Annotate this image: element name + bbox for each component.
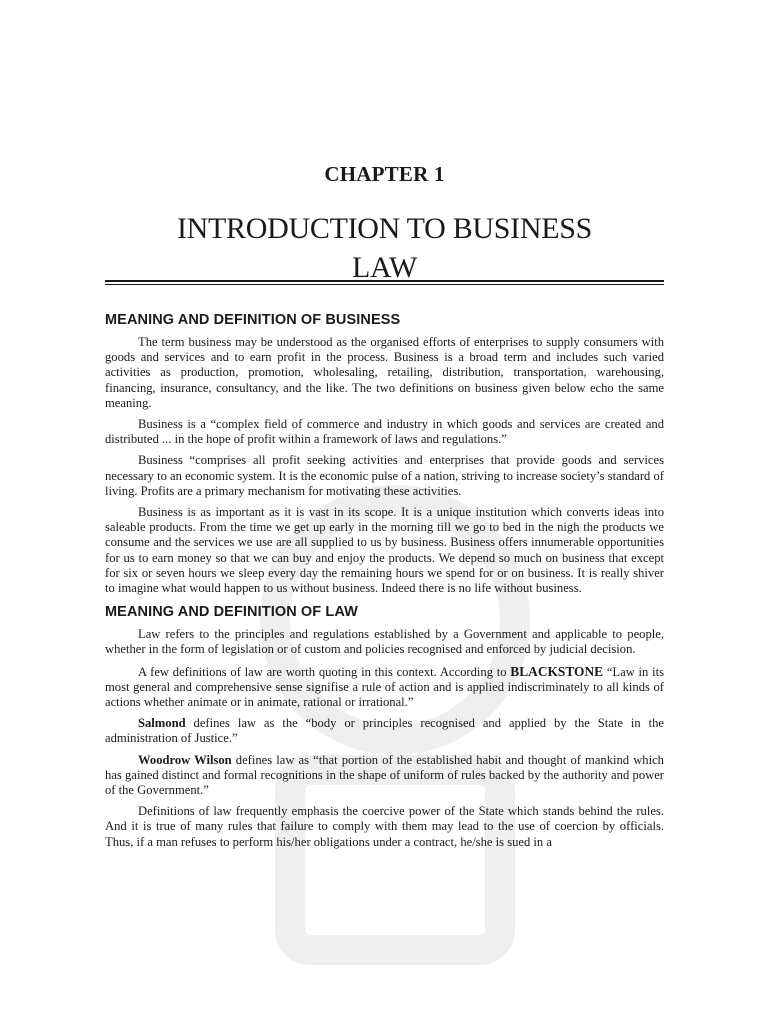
paragraph: Law refers to the principles and regulations established by a Government and applicable to people, whether in the form of legislation or of custom and policies recognised and enforced by judicial decision. — [105, 627, 664, 657]
paragraph: Business “comprises all profit seeking activities and enterprises that provide goods and services necessary to an economic system. It is the economic pulse of a nation, striving to increase society’s standard of living. Profits are a primary mechanism for motivating these activities. — [105, 453, 664, 498]
paragraph-blackstone — [105, 664, 664, 711]
paragraph: The term business may be understood as the organised efforts of enterprises to supply consumers with goods and services and to earn profit in the process. Business is a broad term and includes such varied activities as production, promotion, wholesaling, retailing, distribution, transportation, warehousing, financing, insurance, consultancy, and the like. The two definitions on business given below echo the same meaning. — [105, 335, 664, 410]
salmond-name: Salmond — [138, 716, 186, 731]
paragraph: Business is as important as it is vast in its scope. It is a unique institution which converts ideas into saleable products. From the time we get up early in the morning till we go to bed in the nigh the products we consume and the services we use are all supplied to us by business. Business offers innumerable opportunities for us to earn money so that we can buy and enjoy the products. We depend so much on business that except for six or seven hours we sleep every day the remaining hours we spend for or on business. It is really shiver to imagine what would happen to us without business. Indeed there is no life without business. — [105, 505, 664, 596]
woodrow-wilson-name: Woodrow Wilson — [138, 752, 232, 767]
paragraph-wilson — [105, 753, 664, 799]
chapter-title-line-2: LAW — [351, 251, 417, 284]
blackstone-name: BLACKSTONE — [510, 663, 604, 679]
paragraph-text: defines law as the “body or principles recognised and applied by the State in the administration of Justice.” — [105, 716, 664, 746]
paragraph: Business is a “complex field of commerce and industry in which goods and services are created and distributed ... in the hope of profit within a framework of laws and regulations.” — [105, 417, 664, 447]
paragraph: Definitions of law frequently emphasis the coercive power of the State which stands behind the rules. And it is true of many rules that failure to comply with them may lead to the use of coercion by officials. Thus, if a man refuses to perform his/her obligations under a contract, he/she is sued in a — [105, 804, 664, 849]
chapter-title-line-1: INTRODUCTION TO BUSINESS — [176, 212, 593, 245]
body-text — [105, 312, 664, 856]
section-heading-law: MEANING AND DEFINITION OF LAW — [105, 604, 358, 621]
paragraph-text: defines law as “that portion of the established habit and thought of mankind which has gained distinct and formal recognitions in the shape of uniform of rules backed by the authority and power of the Government.” — [105, 752, 664, 798]
paragraph-text: A few definitions of law are worth quoting in this context. According to — [138, 664, 511, 679]
chapter-title — [105, 209, 664, 287]
paragraph-salmond — [105, 716, 664, 746]
paragraph-text: “Law in its most general and comprehensive sense signifise a rule of action and is applied indiscriminately to all kinds of actions whether animate or in animate, rational or irrational.” — [105, 664, 664, 710]
title-divider — [105, 280, 664, 285]
chapter-label: CHAPTER 1 — [324, 162, 445, 186]
section-heading-business: MEANING AND DEFINITION OF BUSINESS — [105, 312, 401, 328]
